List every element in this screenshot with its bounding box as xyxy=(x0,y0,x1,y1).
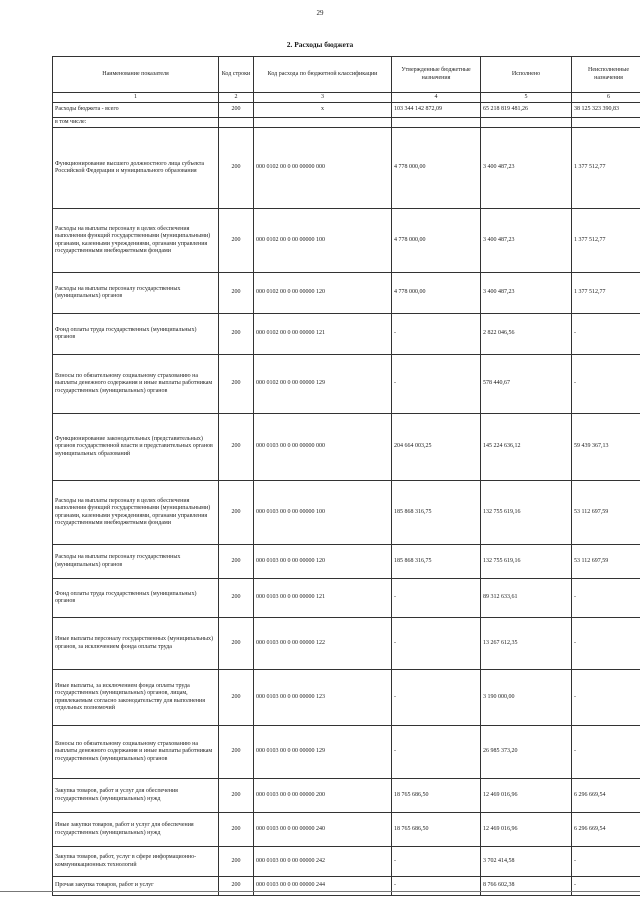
row-executed: 132 755 619,16 xyxy=(481,481,572,545)
row-executed xyxy=(481,118,572,128)
row-name: Расходы на выплаты персоналу в целях обеспечения выполнения функций государственными (муниципальными) органами, казенными учреждениями, органами управления государственными внебюджетными фондами xyxy=(53,209,219,273)
row-name: Фонд оплаты труда государственных (муниципальных) органов xyxy=(53,314,219,355)
header-approved: Утвержденные бюджетные назначения xyxy=(392,57,481,93)
page-number: 29 xyxy=(316,9,324,17)
row-name: Закупка товаров, работ и услуг для обеспечения государственных (муниципальных) нужд xyxy=(53,779,219,813)
table-row xyxy=(53,618,640,670)
header-indicator-name: Наименование показателя xyxy=(53,57,219,93)
row-expense-code: 000 0102 00 0 00 00000 121 xyxy=(254,314,392,355)
row-executed: 65 218 819 481,26 xyxy=(481,103,572,118)
row-line-code: 200 xyxy=(219,481,254,545)
row-line-code: 200 xyxy=(219,545,254,579)
row-approved: - xyxy=(392,618,481,670)
table-row xyxy=(53,847,640,877)
row-name: Иные выплаты, за исключением фонда оплаты труда государственных (муниципальных) органов, лицам, привлекаемым согласно законодательству для выполнения отдельных полномочий xyxy=(53,670,219,726)
row-expense-code: 000 0103 00 0 00 00000 121 xyxy=(254,579,392,618)
row-name: Иные закупки товаров, работ и услуг для обеспечения государственных (муниципальных) нужд xyxy=(53,813,219,847)
row-unexecuted: - xyxy=(572,847,640,877)
row-expense-code: 000 0102 00 0 00 00000 129 xyxy=(254,355,392,414)
row-expense-code: 000 0102 00 0 00 00000 000 xyxy=(254,128,392,209)
column-number-row xyxy=(53,93,640,103)
row-line-code: 200 xyxy=(219,414,254,481)
row-name: Фонд оплаты труда государственных (муниципальных) органов xyxy=(53,579,219,618)
row-unexecuted: 53 112 697,59 xyxy=(572,545,640,579)
row-name: Функционирование высшего должностного лица субъекта Российской Федерации и муниципального образования xyxy=(53,128,219,209)
row-unexecuted: - xyxy=(572,618,640,670)
row-expense-code: 000 0103 00 0 00 00000 200 xyxy=(254,779,392,813)
row-executed: 145 224 636,12 xyxy=(481,414,572,481)
table-row xyxy=(53,813,640,847)
table-row xyxy=(53,726,640,779)
row-line-code: 200 xyxy=(219,726,254,779)
table-row xyxy=(53,545,640,579)
row-expense-code: 000 0103 00 0 00 00000 120 xyxy=(254,545,392,579)
row-line-code: 200 xyxy=(219,779,254,813)
row-expense-code: 000 0103 00 0 00 00000 100 xyxy=(254,481,392,545)
row-executed: 3 190 000,00 xyxy=(481,670,572,726)
row-unexecuted: - xyxy=(572,579,640,618)
header-line-code: Код строки xyxy=(219,57,254,93)
row-approved: 18 765 686,50 xyxy=(392,779,481,813)
row-approved: - xyxy=(392,726,481,779)
row-line-code: 200 xyxy=(219,128,254,209)
row-unexecuted: - xyxy=(572,314,640,355)
row-name: Взносы по обязательному социальному страхованию на выплаты денежного содержания и иные выплаты работникам государственных (муниципальных) органов xyxy=(53,355,219,414)
row-executed: 26 985 373,20 xyxy=(481,726,572,779)
row-approved: 185 868 316,75 xyxy=(392,545,481,579)
column-number: 1 xyxy=(53,93,219,103)
row-executed: 578 440,67 xyxy=(481,355,572,414)
row-line-code: 200 xyxy=(219,813,254,847)
row-unexecuted: 53 112 697,59 xyxy=(572,481,640,545)
row-approved: 4 778 000,00 xyxy=(392,128,481,209)
row-unexecuted: 38 125 323 390,83 xyxy=(572,103,640,118)
row-executed: 3 400 487,23 xyxy=(481,209,572,273)
row-expense-code: 000 0103 00 0 00 00000 242 xyxy=(254,847,392,877)
expenditures-table xyxy=(52,56,640,896)
row-expense-code: 000 0102 00 0 00 00000 100 xyxy=(254,209,392,273)
row-unexecuted xyxy=(572,118,640,128)
row-line-code: 200 xyxy=(219,877,254,896)
row-expense-code: 000 0103 00 0 00 00000 129 xyxy=(254,726,392,779)
row-name: Расходы на выплаты персоналу государственных (муниципальных) органов xyxy=(53,273,219,314)
column-number: 5 xyxy=(481,93,572,103)
row-line-code: 200 xyxy=(219,847,254,877)
row-line-code: 200 xyxy=(219,314,254,355)
column-number: 3 xyxy=(254,93,392,103)
row-executed: 12 469 016,96 xyxy=(481,779,572,813)
row-name: Расходы на выплаты персоналу в целях обеспечения выполнения функций государственными (муниципальными) органами, казенными учреждениями, органами управления государственными внебюджетными фондами xyxy=(53,481,219,545)
table-row xyxy=(53,209,640,273)
row-line-code: 200 xyxy=(219,579,254,618)
row-expense-code: 000 0102 00 0 00 00000 120 xyxy=(254,273,392,314)
row-executed: 89 312 633,61 xyxy=(481,579,572,618)
row-approved: 18 765 686,50 xyxy=(392,813,481,847)
row-line-code: 200 xyxy=(219,618,254,670)
row-executed: 12 469 016,96 xyxy=(481,813,572,847)
row-executed: 132 755 619,16 xyxy=(481,545,572,579)
row-line-code: 200 xyxy=(219,273,254,314)
row-line-code: 200 xyxy=(219,103,254,118)
row-approved: 185 868 316,75 xyxy=(392,481,481,545)
table-row xyxy=(53,670,640,726)
row-name: Расходы бюджета - всего xyxy=(53,103,219,118)
row-unexecuted: 1 377 512,77 xyxy=(572,273,640,314)
row-line-code: 200 xyxy=(219,209,254,273)
row-executed: 3 400 487,23 xyxy=(481,128,572,209)
row-unexecuted: - xyxy=(572,726,640,779)
row-name: Взносы по обязательному социальному страхованию на выплаты денежного содержания и иные выплаты работникам государственных (муниципальных) органов xyxy=(53,726,219,779)
row-approved: 4 778 000,00 xyxy=(392,209,481,273)
row-name: в том числе: xyxy=(53,118,219,128)
table-row xyxy=(53,481,640,545)
row-line-code: 200 xyxy=(219,670,254,726)
header-unexecuted: Неисполненные назначения xyxy=(572,57,640,93)
row-approved: - xyxy=(392,670,481,726)
bottom-rule xyxy=(0,891,640,892)
header-row xyxy=(53,57,640,93)
table-row xyxy=(53,355,640,414)
row-name: Расходы на выплаты персоналу государственных (муниципальных) органов xyxy=(53,545,219,579)
header-executed: Исполнено xyxy=(481,57,572,93)
table-row xyxy=(53,779,640,813)
row-expense-code: 000 0103 00 0 00 00000 123 xyxy=(254,670,392,726)
table-row xyxy=(53,118,640,128)
table-row xyxy=(53,414,640,481)
row-unexecuted: - xyxy=(572,355,640,414)
row-approved: 103 344 142 872,09 xyxy=(392,103,481,118)
row-approved: - xyxy=(392,579,481,618)
table-row xyxy=(53,579,640,618)
column-number: 4 xyxy=(392,93,481,103)
row-expense-code: 000 0103 00 0 00 00000 122 xyxy=(254,618,392,670)
row-approved: 204 664 003,25 xyxy=(392,414,481,481)
table-row xyxy=(53,314,640,355)
row-expense-code: 000 0103 00 0 00 00000 244 xyxy=(254,877,392,896)
row-approved: - xyxy=(392,355,481,414)
column-number: 6 xyxy=(572,93,640,103)
row-unexecuted: 1 377 512,77 xyxy=(572,209,640,273)
row-name: Прочая закупка товаров, работ и услуг xyxy=(53,877,219,896)
header-expense-code: Код расхода по бюджетной классификации xyxy=(254,57,392,93)
row-executed: 13 267 612,35 xyxy=(481,618,572,670)
row-unexecuted: - xyxy=(572,877,640,896)
row-executed: 2 822 046,56 xyxy=(481,314,572,355)
table-row xyxy=(53,128,640,209)
row-line-code: 200 xyxy=(219,355,254,414)
row-line-code xyxy=(219,118,254,128)
row-executed: 3 400 487,23 xyxy=(481,273,572,314)
row-expense-code: 000 0103 00 0 00 00000 000 xyxy=(254,414,392,481)
row-name: Функционирование законодательных (представительных) органов государственной власти и представительных органов муниципальных образований xyxy=(53,414,219,481)
row-approved: - xyxy=(392,314,481,355)
row-unexecuted: 6 296 669,54 xyxy=(572,779,640,813)
row-unexecuted: 59 439 367,13 xyxy=(572,414,640,481)
row-expense-code: x xyxy=(254,103,392,118)
row-name: Закупка товаров, работ, услуг в сфере информационно-коммуникационных технологий xyxy=(53,847,219,877)
row-executed: 3 702 414,58 xyxy=(481,847,572,877)
row-approved xyxy=(392,118,481,128)
section-title: 2. Расходы бюджета xyxy=(286,40,354,49)
row-executed: 8 766 602,38 xyxy=(481,877,572,896)
column-number: 2 xyxy=(219,93,254,103)
table-row xyxy=(53,103,640,118)
table-body xyxy=(53,103,640,896)
row-unexecuted: 6 296 669,54 xyxy=(572,813,640,847)
row-expense-code xyxy=(254,118,392,128)
row-approved: 4 778 000,00 xyxy=(392,273,481,314)
row-unexecuted: 1 377 512,77 xyxy=(572,128,640,209)
row-unexecuted: - xyxy=(572,670,640,726)
row-approved: - xyxy=(392,877,481,896)
row-name: Иные выплаты персоналу государственных (муниципальных) органов, за исключением фонда оплаты труда xyxy=(53,618,219,670)
row-approved: - xyxy=(392,847,481,877)
row-expense-code: 000 0103 00 0 00 00000 240 xyxy=(254,813,392,847)
table-row xyxy=(53,273,640,314)
table-row xyxy=(53,877,640,896)
